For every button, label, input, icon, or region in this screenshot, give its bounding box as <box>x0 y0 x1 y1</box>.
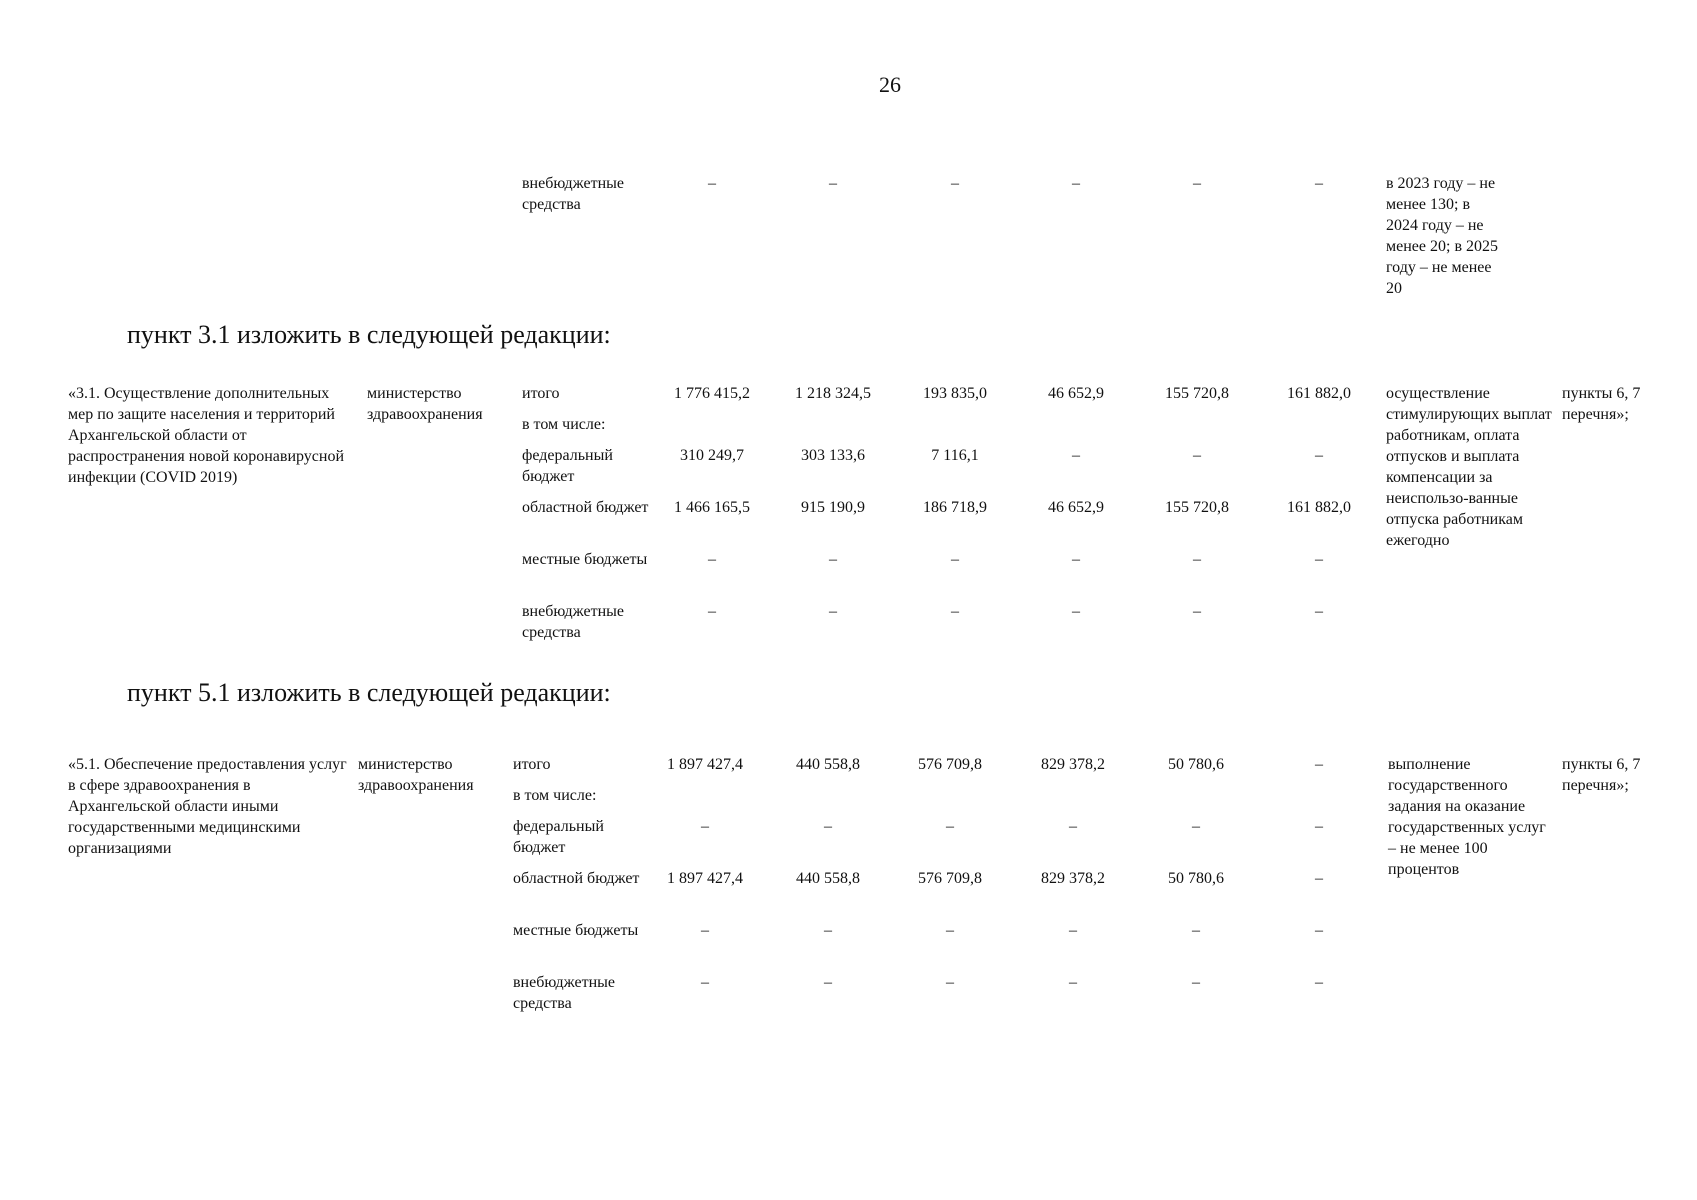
value-cell: – <box>1192 922 1200 939</box>
value-cell: – <box>951 551 959 568</box>
value-cell: – <box>1315 447 1323 464</box>
value-cell: – <box>824 974 832 991</box>
value-cell: 1 897 427,4 <box>667 870 743 887</box>
source-label: внебюджетные средства <box>513 974 615 1012</box>
source-label: в том числе: <box>513 787 597 804</box>
value-cell: – <box>1193 447 1201 464</box>
source-label: местные бюджеты <box>513 922 639 939</box>
value-cell: – <box>1072 447 1080 464</box>
value-cell: – <box>829 603 837 620</box>
value-cell: – <box>1315 974 1323 991</box>
source-label: внебюджетные средства <box>522 175 624 213</box>
value-cell: 46 652,9 <box>1048 385 1104 402</box>
measure-name: «5.1. Обеспечение предоставления услуг в сфере здравоохранения в Архангельской области иными государственными медицинскими организациями <box>68 756 347 857</box>
value-cell: – <box>951 603 959 620</box>
value-cell: 829 378,2 <box>1041 870 1105 887</box>
value-cell: – <box>946 922 954 939</box>
section-heading-5-1: пункт 5.1 изложить в следующей редакции: <box>127 678 611 707</box>
value-cell: – <box>1192 974 1200 991</box>
value-cell: – <box>708 175 716 192</box>
value-cell: – <box>1069 818 1077 835</box>
value-cell: 7 116,1 <box>931 447 979 464</box>
value-cell: – <box>1193 175 1201 192</box>
value-cell: 303 133,6 <box>801 447 865 464</box>
result-text: выполнение государственного задания на оказание государственных услуг – не менее 100 процентов <box>1388 756 1546 878</box>
value-cell: 1 218 324,5 <box>795 385 871 402</box>
value-cell: – <box>946 974 954 991</box>
value-cell: 1 897 427,4 <box>667 756 743 773</box>
value-cell: 829 378,2 <box>1041 756 1105 773</box>
executor: министерство здравоохранения <box>358 756 474 794</box>
list-reference: пункты 6, 7 перечня»; <box>1562 756 1641 794</box>
executor: министерство здравоохранения <box>367 385 483 423</box>
source-label: итого <box>522 385 560 402</box>
value-cell: – <box>708 551 716 568</box>
value-cell: 161 882,0 <box>1287 385 1351 402</box>
value-cell: – <box>1072 551 1080 568</box>
value-cell: 576 709,8 <box>918 756 982 773</box>
value-cell: 186 718,9 <box>923 499 987 516</box>
source-label: областной бюджет <box>522 499 649 516</box>
value-cell: – <box>1315 756 1323 773</box>
source-label: внебюджетные средства <box>522 603 624 641</box>
source-label: местные бюджеты <box>522 551 648 568</box>
value-cell: 50 780,6 <box>1168 870 1224 887</box>
list-reference: пункты 6, 7 перечня»; <box>1562 385 1641 423</box>
value-cell: 915 190,9 <box>801 499 865 516</box>
value-cell: – <box>951 175 959 192</box>
value-cell: – <box>829 551 837 568</box>
source-label: федеральный бюджет <box>513 818 604 856</box>
value-cell: – <box>829 175 837 192</box>
value-cell: – <box>946 818 954 835</box>
value-cell: – <box>1315 603 1323 620</box>
value-cell: – <box>1315 818 1323 835</box>
result-text: осуществление стимулирующих выплат работникам, оплата отпусков и выплата компенсации за неиспользо-ванные отпуска работникам ежегодно <box>1386 385 1552 549</box>
value-cell: – <box>1069 974 1077 991</box>
value-cell: 193 835,0 <box>923 385 987 402</box>
page-number: 26 <box>879 72 901 97</box>
value-cell: 1 776 415,2 <box>674 385 750 402</box>
value-cell: – <box>701 974 709 991</box>
value-cell: 46 652,9 <box>1048 499 1104 516</box>
value-cell: 1 466 165,5 <box>674 499 750 516</box>
value-cell: – <box>824 818 832 835</box>
value-cell: – <box>1315 870 1323 887</box>
source-label: итого <box>513 756 551 773</box>
measure-name: «3.1. Осуществление дополнительных мер по защите населения и территорий Архангельской области от распространения новой коронавирусной инфекции (COVID 2019) <box>68 385 345 486</box>
source-label: федеральный бюджет <box>522 447 613 485</box>
value-cell: – <box>1315 922 1323 939</box>
value-cell: 440 558,8 <box>796 756 860 773</box>
value-cell: 440 558,8 <box>796 870 860 887</box>
value-cell: 50 780,6 <box>1168 756 1224 773</box>
value-cell: – <box>1193 551 1201 568</box>
value-cell: 155 720,8 <box>1165 385 1229 402</box>
value-cell: 161 882,0 <box>1287 499 1351 516</box>
result-text: в 2023 году – не менее 130; в 2024 году – не менее 20; в 2025 году – не менее 20 <box>1386 175 1498 297</box>
value-cell: – <box>1072 603 1080 620</box>
value-cell: – <box>1315 551 1323 568</box>
value-cell: 310 249,7 <box>680 447 744 464</box>
value-cell: – <box>824 922 832 939</box>
source-label: областной бюджет <box>513 870 640 887</box>
value-cell: – <box>1315 175 1323 192</box>
section-heading-3-1: пункт 3.1 изложить в следующей редакции: <box>127 320 611 349</box>
value-cell: – <box>708 603 716 620</box>
value-cell: – <box>701 818 709 835</box>
value-cell: – <box>1069 922 1077 939</box>
source-label: в том числе: <box>522 416 606 433</box>
value-cell: 155 720,8 <box>1165 499 1229 516</box>
value-cell: – <box>1072 175 1080 192</box>
value-cell: – <box>701 922 709 939</box>
value-cell: – <box>1192 818 1200 835</box>
value-cell: – <box>1193 603 1201 620</box>
value-cell: 576 709,8 <box>918 870 982 887</box>
